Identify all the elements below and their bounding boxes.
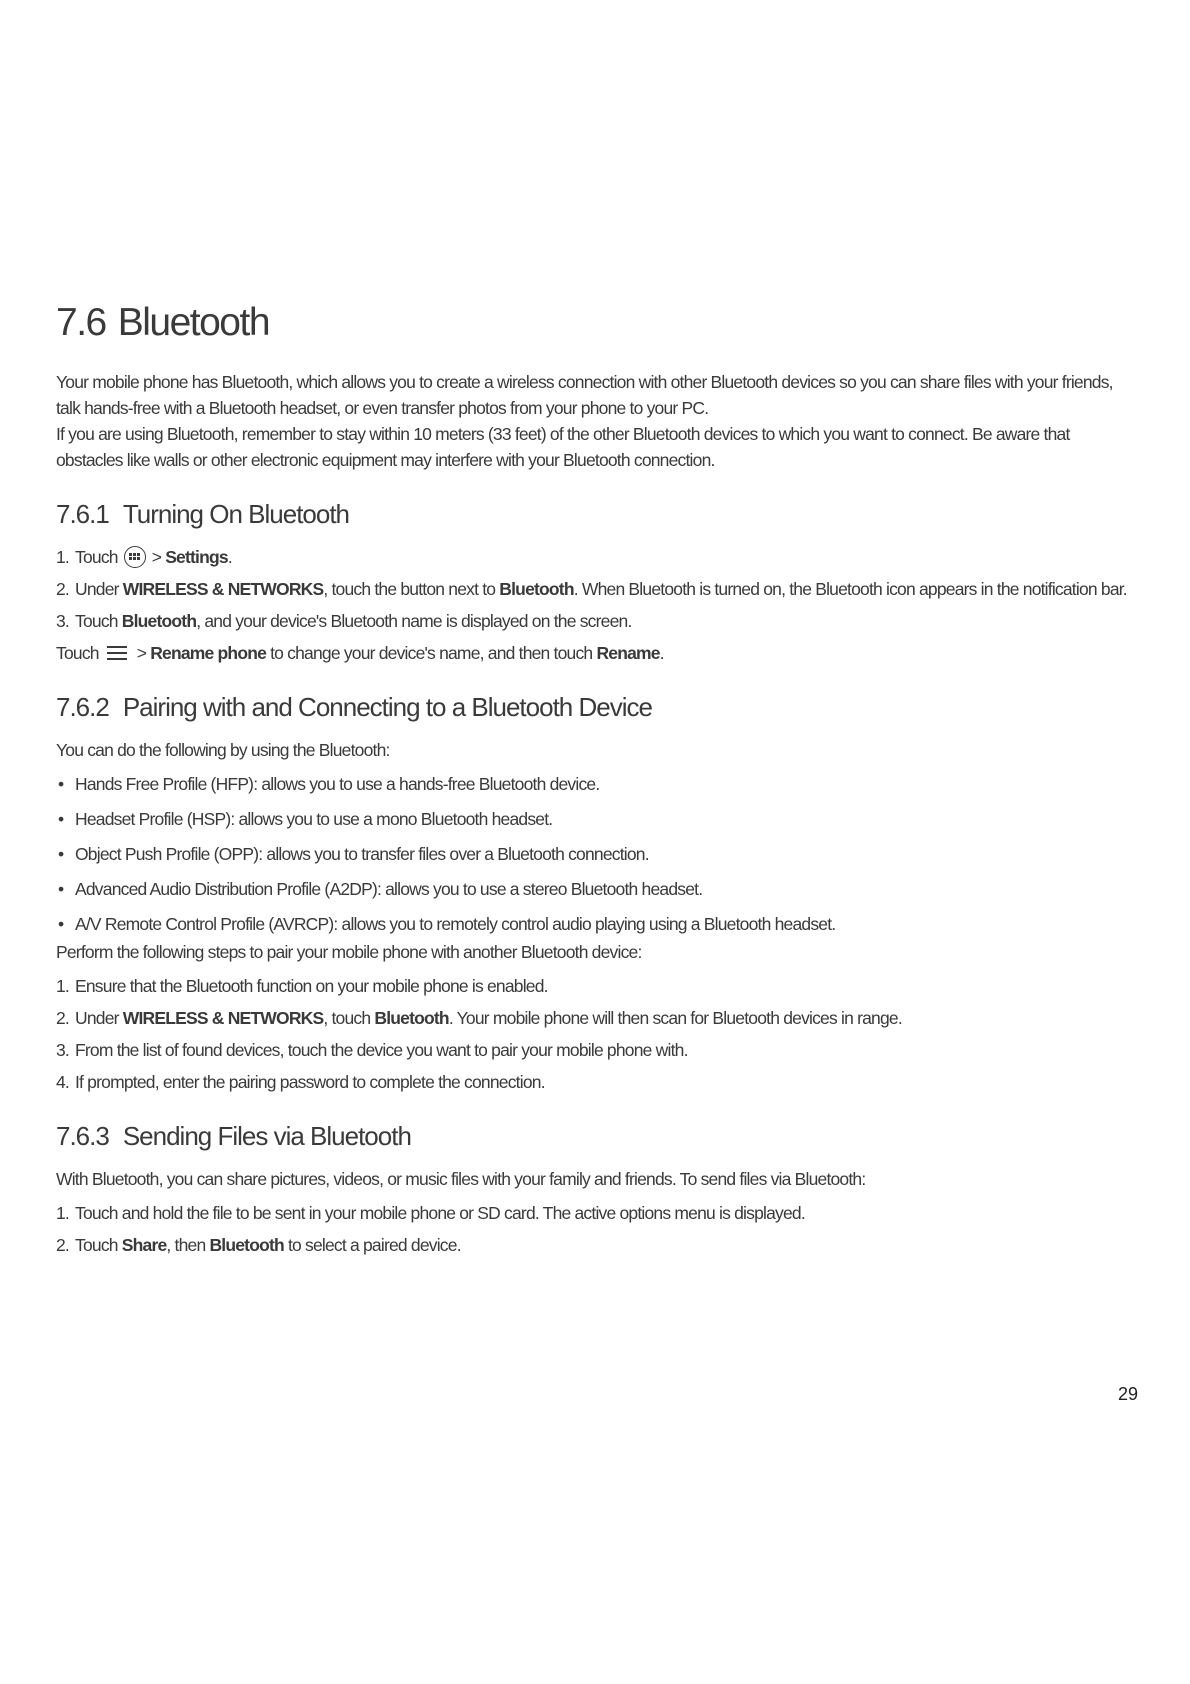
subsection-heading-763: 7.6.3 Sending Files via Bluetooth [56, 1121, 411, 1151]
intro-paragraph-2: If you are using Bluetooth, remember to stay within 10 meters (33 feet) of the other Bluetooth devices to which you want to connect. Be aware that obstacles like walls or other electronic equipment may interfere with your Bluetooth connection. [56, 424, 1070, 470]
list-item: • Object Push Profile (OPP): allows you to transfer files over a Bluetooth connection. [58, 844, 649, 864]
profiles-list [56, 771, 1138, 937]
list-item: 3. Touch Bluetooth, and your device's Bluetooth name is displayed on the screen. [56, 611, 632, 631]
pairing-lead-paragraph: Perform the following steps to pair your mobile phone with another Bluetooth device: [56, 942, 642, 962]
section-intro [56, 369, 1138, 473]
sending-lead-paragraph: With Bluetooth, you can share pictures, videos, or music files with your family and friends. To send files via Bluetooth: [56, 1169, 866, 1189]
list-item: 2. Under WIRELESS & NETWORKS, touch Bluetooth. Your mobile phone will then scan for Bluetooth devices in range. [56, 1008, 902, 1028]
list-item: • Advanced Audio Distribution Profile (A2DP): allows you to use a stereo Bluetooth headset. [58, 879, 703, 899]
rename-instruction: Touch > Rename phone to change your device's name, and then touch Rename. [56, 643, 664, 663]
subsection-heading-761: 7.6.1 Turning On Bluetooth [56, 499, 350, 529]
list-item: 1. Ensure that the Bluetooth function on your mobile phone is enabled. [56, 976, 548, 996]
steps-list-761 [56, 544, 1138, 634]
list-item: 1. Touch and hold the file to be sent in your mobile phone or SD card. The active options menu is displayed. [56, 1203, 805, 1223]
list-item: • Headset Profile (HSP): allows you to use a mono Bluetooth headset. [58, 809, 553, 829]
list-item: 1. Touch > Settings. [56, 547, 232, 567]
section-heading: 7.6 Bluetooth [56, 301, 270, 344]
subsection-heading-762: 7.6.2 Pairing with and Connecting to a Bluetooth Device [56, 692, 652, 722]
list-item: • A/V Remote Control Profile (AVRCP): allows you to remotely control audio playing using a Bluetooth headset. [58, 914, 836, 934]
document-page [56, 298, 1138, 1264]
lead-paragraph: You can do the following by using the Bluetooth: [56, 740, 390, 760]
menu-icon [107, 645, 127, 661]
list-item: • Hands Free Profile (HFP): allows you to use a hands-free Bluetooth device. [58, 774, 600, 794]
intro-paragraph-1: Your mobile phone has Bluetooth, which allows you to create a wireless connection with other Bluetooth devices so you can share files with your friends, talk hands-free with a Bluetooth headset, or even transfer photos from your phone to your PC. [56, 372, 1113, 418]
list-item: 3. From the list of found devices, touch the device you want to pair your mobile phone with. [56, 1040, 688, 1060]
list-item: 4. If prompted, enter the pairing password to complete the connection. [56, 1072, 545, 1092]
steps-list-763 [56, 1200, 1138, 1258]
steps-list-762 [56, 973, 1138, 1095]
page-number: 29 [1117, 1384, 1138, 1404]
apps-grid-icon [124, 546, 146, 568]
list-item: 2. Under WIRELESS & NETWORKS, touch the button next to Bluetooth. When Bluetooth is turned on, the Bluetooth icon appears in the notification bar. [56, 579, 1127, 599]
list-item: 2. Touch Share, then Bluetooth to select a paired device. [56, 1235, 461, 1255]
